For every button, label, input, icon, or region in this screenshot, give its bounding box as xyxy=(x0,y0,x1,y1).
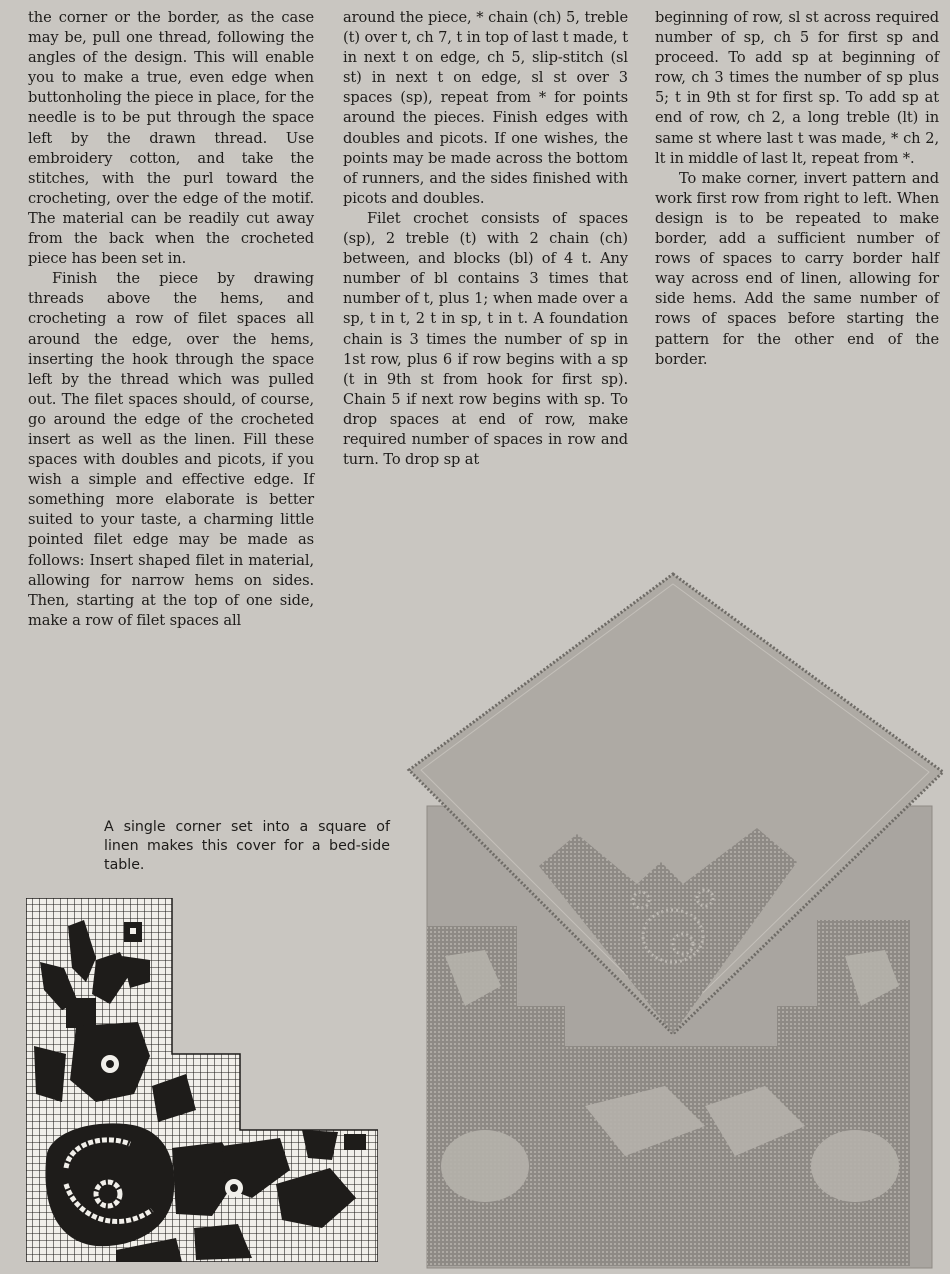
linen-cover-photo xyxy=(405,566,950,1274)
text-column-3 xyxy=(655,8,939,370)
paragraph: Filet crochet consists of spaces (sp), 2 treble (t) with 2 chain (ch) between, and blocks (bl) of 4 t. Any number of bl contains 3 times that number of t, plus 1; when made over a sp, t in t, 2 t in sp, t in t. A foundation chain is 3 times the number of sp in 1st row, plus 6 if row begins with a sp (t in 9th st from hook for first sp). Chain 5 if next row begins with sp. To drop spaces at end of row, make required number of spaces in row and turn. To drop sp at xyxy=(343,209,628,469)
filet-chart-image xyxy=(26,898,378,1262)
text-column-2 xyxy=(343,8,628,470)
text-column-1 xyxy=(28,8,314,631)
paragraph: the corner or the border, as the case may be, pull one thread, following the angles of the design. This will enable you to make a true, even edge when buttonholing the piece in place, for the needle is to be put through the space left by the drawn thread. Use embroidery cotton, and take the stitches, with the purl toward the crocheting, over the edge of the motif. The material can be readily cut away from the back when the crocheted piece has been set in. xyxy=(28,9,314,268)
paragraph: To make corner, invert pattern and work first row from right to left. When design is to be repeated to make border, add a sufficient number of rows of spaces to carry border half way across end of linen, allowing for side hems. Add the same number of rows of spaces before starting the pattern for the other end of the border. xyxy=(655,169,939,368)
figure-caption: A single corner set into a square of linen makes this cover for a bed-side table. xyxy=(104,819,390,873)
paragraph: beginning of row, sl st across required number of sp, ch 5 for first sp and proceed. To add sp at beginning of row, ch 3 times the number of sp plus 5; t in 9th st for first sp. To add sp at end of row, ch 2, a long treble (lt) in same st where last t was made, * ch 2, lt in middle of last lt, repeat from *. xyxy=(655,9,939,167)
paragraph: around the piece, * chain (ch) 5, treble (t) over t, ch 7, t in top of last t made, t in next t on edge, ch 5, slip-stitch (sl st) in next t on edge, sl st over 3 spaces (sp), repeat from * for points around the pieces. Finish edges with doubles and picots. If one wishes, the points may be made across the bottom of runners, and the sides finished with picots and doubles. xyxy=(343,9,628,207)
paragraph: Finish the piece by drawing threads above the hems, and crocheting a row of filet spaces all around the edge, over the hems, inserting the hook through the space left by the thread which was pulled out. The filet spaces should, of course, go around the edge of the crocheted insert as well as the linen. Fill these spaces with doubles and picots, if you wish a simple and effective edge. If something more elaborate is better suited to your taste, a charming little pointed filet edge may be made as follows: Insert shaped filet in material, allowing for narrow hems on sides. Then, starting at the top of one side, make a row of filet spaces all xyxy=(28,270,314,629)
